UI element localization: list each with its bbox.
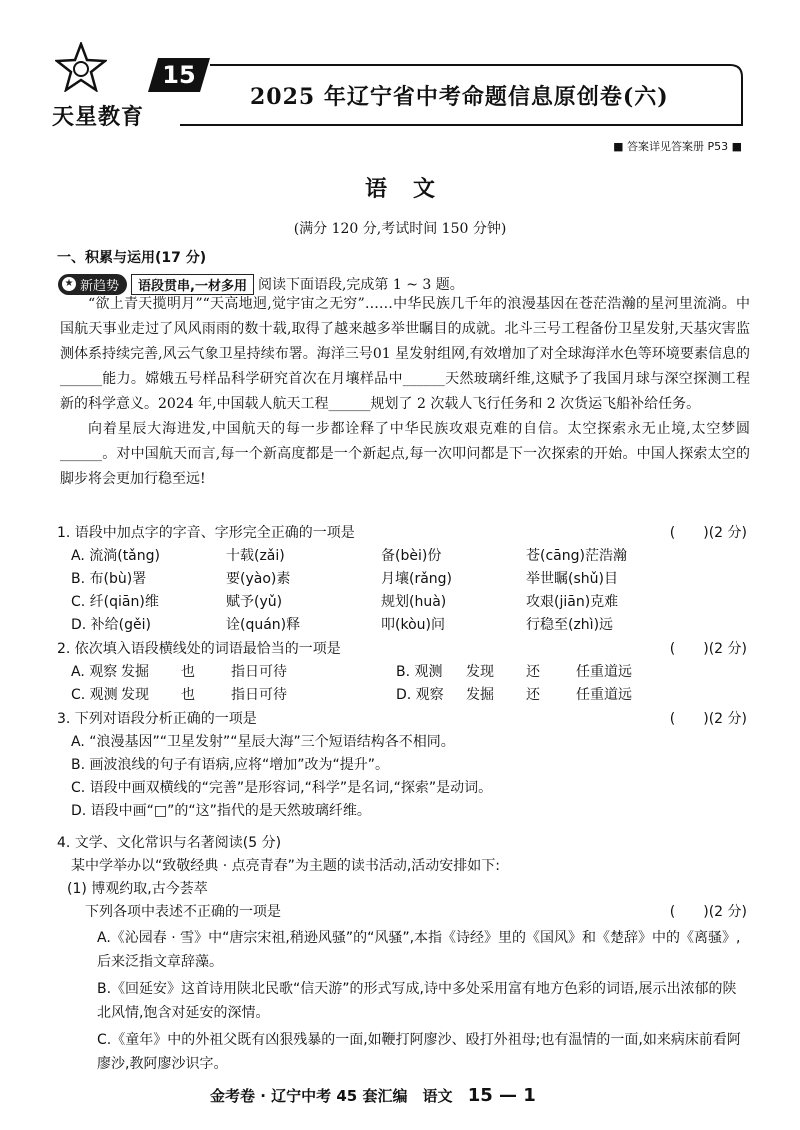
question-score: ( )(2 分)	[669, 711, 747, 727]
option-item: B. 观测	[396, 664, 443, 680]
option-item: 苍(cāng)茫浩瀚	[526, 548, 627, 564]
option-item: 指日可待	[231, 664, 287, 680]
option-row	[71, 545, 747, 568]
option-item: 月壤(rǎng)	[381, 571, 453, 587]
passage-paragraph: “欲上青天揽明月”“天高地迥,觉宇宙之无穷”……中华民族几千年的浪漫基因在苍茫浩瀚的星河里流淌。中国航天事业走过了风风雨雨的数十载,取得了越来越多举世瞩目的成就。北斗三号工程备份卫星发射,天基灾害监测体系持续完善,风云气象卫星持续布署。海洋三号01 星发射组网,有效增加了对全球海洋水色等环境要素信息的______能力。嫦娥五号样品科学研究首次在月壤样品中______天然玻璃纤维,这赋予了我国月球与深空探测工程新的科学意义。2024 年,中国载人航天工程______规划了 2 次载人飞行任务和 2 次货运飞船补给任务。	[60, 296, 750, 412]
question-3	[57, 708, 747, 823]
question-2	[57, 638, 747, 707]
subject-title: 语文	[364, 177, 461, 202]
option-item: B. 画波浪线的句子有语病,应将“增加”改为“提升”。	[71, 757, 389, 773]
star-icon: ★	[62, 277, 76, 291]
option-item: 还	[526, 664, 540, 680]
option-item: 备(bèi)份	[381, 548, 442, 564]
question-4	[57, 832, 747, 1076]
option-item: B.《回延安》这首诗用陕北民歌“信天游”的形式写成,诗中多处采用富有地方色彩的词语,展示出浓郁的陕北风情,饱含对延安的深情。	[97, 981, 737, 1021]
sub-section-title: (1) 博观约取,古今荟萃	[67, 881, 208, 897]
option-item: 叩(kòu)问	[381, 617, 445, 633]
paper-title: 2025 年辽宁省中考命题信息原创卷(六)	[250, 84, 669, 110]
option-item: C. 纤(qiān)维	[71, 594, 159, 610]
question-stem: 3. 下列对语段分析正确的一项是	[57, 711, 257, 727]
option-item: 攻艰(jiān)克难	[526, 594, 619, 610]
page-number: 15 — 1	[467, 1085, 536, 1106]
question-stem: 4. 文学、文化常识与名著阅读(5 分)	[57, 835, 282, 851]
option-row	[71, 614, 747, 637]
sub-question-stem: 下列各项中表述不正确的一项是	[85, 904, 281, 920]
star-logo-icon	[55, 42, 107, 92]
question-1	[57, 522, 747, 637]
question-score: ( )(2 分)	[669, 641, 747, 657]
option-item: A. “浪漫基因”“卫星发射”“星辰大海”三个短语结构各不相同。	[71, 734, 455, 750]
option-item: 赋予(yǔ)	[226, 594, 283, 610]
option-item: B. 布(bù)署	[71, 571, 147, 587]
page-footer	[210, 1085, 536, 1106]
option-item: 指日可待	[231, 687, 287, 703]
question-score: ( )(2 分)	[669, 525, 747, 541]
option-item: D. 观察	[396, 687, 444, 703]
option-item: D. 补给(gěi)	[71, 617, 151, 633]
question-stem: 1. 语段中加点字的字音、字形完全正确的一项是	[57, 525, 355, 541]
option-item: A. 观察	[71, 664, 118, 680]
option-item: C. 观测	[71, 687, 118, 703]
exam-meta: (满分 120 分,考试时间 150 分钟)	[293, 221, 507, 237]
answer-note: ■ 答案详见答案册 P53 ■	[613, 140, 742, 153]
option-item: C.《童年》中的外祖父既有凶狠残暴的一面,如鞭打阿廖沙、殴打外祖母;也有温情的一面,如来病床前看阿廖沙,教阿廖沙识字。	[97, 1032, 741, 1072]
option-item: 要(yào)素	[226, 571, 291, 587]
instruction: 阅读下面语段,完成第 1 ~ 3 题。	[257, 277, 464, 293]
option-row	[71, 568, 747, 591]
option-item: 发掘	[466, 687, 494, 703]
option-item: 发现	[121, 687, 149, 703]
paper-number-badge: 15	[148, 58, 210, 92]
option-item: 十载(zǎi)	[226, 548, 285, 564]
option-item: 举世瞩(shǔ)目	[526, 571, 618, 587]
option-row	[71, 591, 747, 614]
option-item: C. 语段中画双横线的“完善”是形容词,“科学”是名词,“探索”是动词。	[71, 780, 493, 796]
option-item: 也	[181, 687, 195, 703]
section-heading: 一、积累与运用(17 分)	[57, 250, 207, 266]
option-item: A.《沁园春 · 雪》中“唐宗宋祖,稍逊风骚”的“风骚”,本指《诗经》里的《国风》和《楚辞》中的《离骚》,后来泛指文章辞藻。	[97, 930, 741, 970]
question-stem: 2. 依次填入语段横线处的词语最恰当的一项是	[57, 641, 341, 657]
trend-badge: ★ 新趋势	[58, 274, 127, 295]
reading-passage	[60, 292, 750, 492]
option-item: 行稳至(zhì)远	[526, 617, 614, 633]
brand-name: 天星教育	[52, 105, 145, 130]
option-item: 发掘	[121, 664, 149, 680]
option-item: D. 语段中画“□”的“这”指代的是天然玻璃纤维。	[71, 803, 371, 819]
option-item: 任重道远	[576, 687, 632, 703]
option-item: 任重道远	[576, 664, 632, 680]
passage-paragraph: 向着星辰大海进发,中国航天的每一步都诠释了中华民族攻艰克难的自信。太空探索永无止境,太空梦圆______。对中国航天而言,每一个新高度都是一个新起点,每一次叩问都是下一次探索的开始。中国人探索太空的脚步将会更加行稳至远!	[60, 421, 750, 487]
trend-tag: 语段贯串,一材多用	[131, 274, 254, 295]
question-score: ( )(2 分)	[669, 904, 747, 920]
footer-text: 金考卷 · 辽宁中考 45 套汇编 语文	[210, 1087, 453, 1105]
activity-intro: 某中学举办以“致敬经典 · 点亮青春”为主题的读书活动,活动安排如下:	[71, 858, 501, 874]
option-item: 发现	[466, 664, 494, 680]
option-item: 也	[181, 664, 195, 680]
option-item: 诠(quán)释	[226, 617, 301, 633]
option-row	[71, 684, 747, 707]
option-row	[71, 661, 747, 684]
option-item: 规划(huà)	[381, 594, 447, 610]
option-item: A. 流淌(tǎng)	[71, 548, 160, 564]
option-item: 还	[526, 687, 540, 703]
